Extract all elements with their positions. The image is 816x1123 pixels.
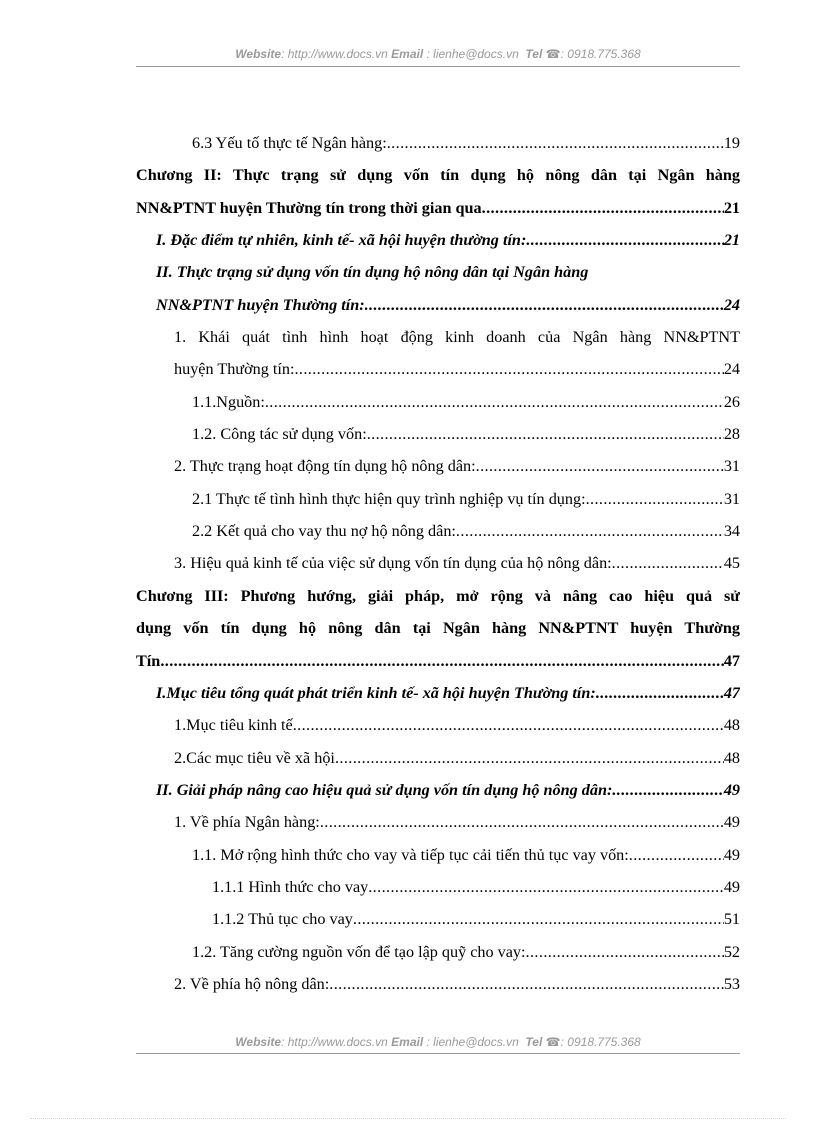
- toc-dot-leader: [596, 677, 724, 709]
- toc-dot-leader: [294, 353, 723, 385]
- toc-page-number: 31: [723, 457, 740, 476]
- toc-entry-ch3-s2-1[interactable]: [136, 806, 740, 838]
- toc-dot-leader: [526, 224, 723, 256]
- footer-rule: [136, 1053, 740, 1054]
- toc-dot-leader: [367, 418, 724, 450]
- page-footer: [136, 1035, 740, 1049]
- toc-entry-label: 1.1. Mở rộng hình thức cho vay và tiếp tục cải tiến thủ tục vay vốn:: [192, 845, 629, 864]
- toc-entry-label: 2.2 Kết quả cho vay thu nợ hộ nông dân:: [192, 522, 456, 541]
- toc-page-number: 31: [723, 489, 740, 508]
- toc-entry-1-line2[interactable]: [136, 353, 740, 385]
- toc-entry-label: 2.1 Thực tế tình hình thực hiện quy trình nghiệp vụ tín dụng:: [192, 489, 586, 508]
- toc-entry-ch3-2[interactable]: [136, 742, 740, 774]
- toc-page-number: 48: [723, 748, 740, 767]
- footer-website-sep: :: [281, 1035, 288, 1049]
- toc-entry-section-1[interactable]: [136, 224, 740, 256]
- toc-dot-leader: [368, 871, 724, 903]
- header-website-url[interactable]: http://www.docs.vn: [287, 47, 388, 61]
- toc-entry-ch3-s2-1-1-2[interactable]: [136, 903, 740, 935]
- toc-entry-label: NN&PTNT huyện Thường tín trong thời gian qua: [136, 198, 482, 217]
- toc-entry-2-2[interactable]: [136, 515, 740, 547]
- toc-entry-3[interactable]: [136, 547, 740, 579]
- header-email-label: Email: [391, 47, 424, 61]
- header-tel-label: Tel: [525, 47, 543, 61]
- toc-dot-leader: [387, 127, 724, 159]
- header-rule: [136, 66, 740, 67]
- toc-dot-leader: [160, 645, 724, 677]
- toc-entry-chapter-3-line1[interactable]: [136, 580, 740, 612]
- toc-entry-2-1[interactable]: [136, 483, 740, 515]
- toc-page-number: 24: [723, 360, 740, 379]
- toc-dot-leader: [612, 774, 723, 806]
- toc-page-number: 53: [723, 974, 740, 993]
- toc-entry-section-2-line1[interactable]: [136, 256, 740, 288]
- toc-entry-2[interactable]: [136, 450, 740, 482]
- toc-entry-1-1[interactable]: [136, 386, 740, 418]
- toc-entry-section-2-line2[interactable]: [136, 289, 740, 321]
- toc-entry-label: 1.1.1 Hình thức cho vay: [212, 877, 369, 896]
- toc-page-number: 47: [723, 683, 740, 702]
- toc-entry-label: Chương II: Thực trạng sử dụng vốn tín dụng hộ nông dân tại Ngân hàng: [136, 166, 740, 185]
- toc-page-number: 19: [723, 134, 740, 152]
- header-tel-value: : 0918.775.368: [560, 47, 641, 61]
- toc-page-number: 45: [723, 554, 740, 573]
- toc-entry-label: Tín: [136, 651, 161, 670]
- toc-entry-label: 6.3 Yếu tố thực tế Ngân hàng:: [192, 134, 387, 152]
- toc-entry-label: huyện Thường tín:: [174, 360, 295, 379]
- toc-entry-chapter-2-line1[interactable]: [136, 159, 740, 191]
- toc-entry-chapter-2-line2[interactable]: [136, 192, 740, 224]
- toc-entry-label: 1.Mục tiêu kinh tế: [174, 716, 293, 735]
- footer-email-sep: :: [423, 1035, 434, 1049]
- toc-dot-leader: [293, 709, 724, 741]
- footer-email-label: Email: [391, 1035, 424, 1049]
- toc-page-number: 52: [723, 942, 740, 961]
- toc-entry-label: II. Giải pháp nâng cao hiệu quả sử dụng vốn tín dụng hộ nông dân:: [156, 780, 613, 799]
- toc-dot-leader: [629, 839, 724, 871]
- toc-entry-1-line1[interactable]: [136, 321, 740, 353]
- toc-entry-label: 2. Thực trạng hoạt động tín dụng hộ nông dân:: [174, 457, 476, 476]
- footer-tel-label: Tel: [525, 1035, 543, 1049]
- toc-entry-1-2[interactable]: [136, 418, 740, 450]
- toc-entry-label: I.Mục tiêu tổng quát phát triển kinh tế- xã hội huyện Thường tín:: [156, 683, 596, 702]
- footer-website-label: Website: [235, 1035, 282, 1049]
- toc-entry-ch3-s2-1-1[interactable]: [136, 839, 740, 871]
- toc-entry-label: 2.Các mục tiêu về xã hội: [174, 748, 335, 767]
- footer-tel-value: : 0918.775.368: [560, 1035, 641, 1049]
- toc-entry-label: Chương III: Phương hướng, giải pháp, mở rộng và nâng cao hiệu quả sử: [136, 586, 740, 605]
- toc-dot-leader: [612, 547, 724, 579]
- toc-entry-label: 1.1.Nguồn:: [192, 392, 265, 411]
- toc-entry-label: 2. Về phía hộ nông dân:: [174, 974, 330, 993]
- toc-entry-label: 1. Khái quát tình hình hoạt động kinh doanh của Ngân hàng NN&PTNT: [174, 328, 740, 347]
- toc-page-number: 34: [723, 522, 740, 541]
- toc-page-number: 51: [723, 910, 740, 929]
- page-edge-dotted-line: [30, 1118, 786, 1119]
- header-email-sep: :: [423, 47, 434, 61]
- toc-entry-label: NN&PTNT huyện Thường tín:: [156, 295, 365, 314]
- toc-dot-leader: [329, 968, 724, 1000]
- toc-page-number: 21: [723, 198, 740, 217]
- toc-dot-leader: [476, 450, 724, 482]
- toc-entry-chapter-3-line2[interactable]: [136, 612, 740, 644]
- toc-dot-leader: [526, 936, 724, 968]
- toc-entry-ch3-s2-2[interactable]: [136, 968, 740, 1000]
- toc-page-number: 28: [723, 425, 740, 444]
- toc-page-number: 49: [723, 877, 740, 896]
- toc-entry-label: 1.2. Tăng cường nguồn vốn để tạo lập quỹ cho vay:: [192, 942, 526, 961]
- toc-dot-leader: [482, 192, 724, 224]
- toc-page-number: 49: [723, 813, 740, 832]
- toc-dot-leader: [353, 903, 724, 935]
- toc-entry-label: I. Đặc điểm tự nhiên, kinh tế- xã hội huyện thường tín:: [156, 231, 527, 250]
- toc-dot-leader: [335, 742, 724, 774]
- toc-page-number: 47: [723, 651, 740, 670]
- toc-entry-label: 1.2. Công tác sử dụng vốn:: [192, 425, 367, 444]
- header-email-value[interactable]: lienhe@docs.vn: [433, 47, 519, 61]
- toc-entry-ch3-s2-1-1-1[interactable]: [136, 871, 740, 903]
- toc-entry-chapter-3-line3[interactable]: [136, 645, 740, 677]
- toc-dot-leader: [365, 289, 724, 321]
- toc-dot-leader: [265, 386, 724, 418]
- toc-entry-ch3-section-1[interactable]: [136, 677, 740, 709]
- toc-entry-label: dụng vốn tín dụng hộ nông dân tại Ngân hàng NN&PTNT huyện Thường: [136, 619, 740, 638]
- toc-entry-6-3[interactable]: [136, 127, 740, 159]
- toc-page-number: 48: [723, 716, 740, 735]
- toc-page-number: 49: [723, 845, 740, 864]
- table-of-contents: [136, 127, 740, 1000]
- toc-dot-leader: [456, 515, 724, 547]
- toc-dot-leader: [586, 483, 724, 515]
- toc-entry-label: II. Thực trạng sử dụng vốn tín dụng hộ nông dân tại Ngân hàng: [156, 263, 589, 282]
- toc-page-number: 21: [723, 231, 740, 250]
- phone-icon: ☎: [545, 1035, 561, 1049]
- header-website-sep: :: [281, 47, 288, 61]
- toc-page-number: 49: [723, 780, 740, 799]
- footer-email-value[interactable]: lienhe@docs.vn: [433, 1035, 519, 1049]
- toc-entry-label: 3. Hiệu quả kinh tế của việc sử dụng vốn tín dụng của hộ nông dân:: [174, 554, 612, 573]
- toc-page-number: 24: [723, 295, 740, 314]
- toc-dot-leader: [320, 806, 724, 838]
- page-header: [136, 47, 740, 61]
- header-website-label: Website: [235, 47, 282, 61]
- toc-entry-ch3-section-2[interactable]: [136, 774, 740, 806]
- toc-page-number: 26: [723, 392, 740, 411]
- toc-entry-label: 1. Về phía Ngân hàng:: [174, 813, 320, 832]
- phone-icon: ☎: [545, 47, 561, 61]
- toc-entry-label: 1.1.2 Thủ tục cho vay: [212, 910, 353, 929]
- footer-website-url[interactable]: http://www.docs.vn: [287, 1035, 388, 1049]
- toc-entry-ch3-1[interactable]: [136, 709, 740, 741]
- toc-entry-ch3-s2-1-2[interactable]: [136, 936, 740, 968]
